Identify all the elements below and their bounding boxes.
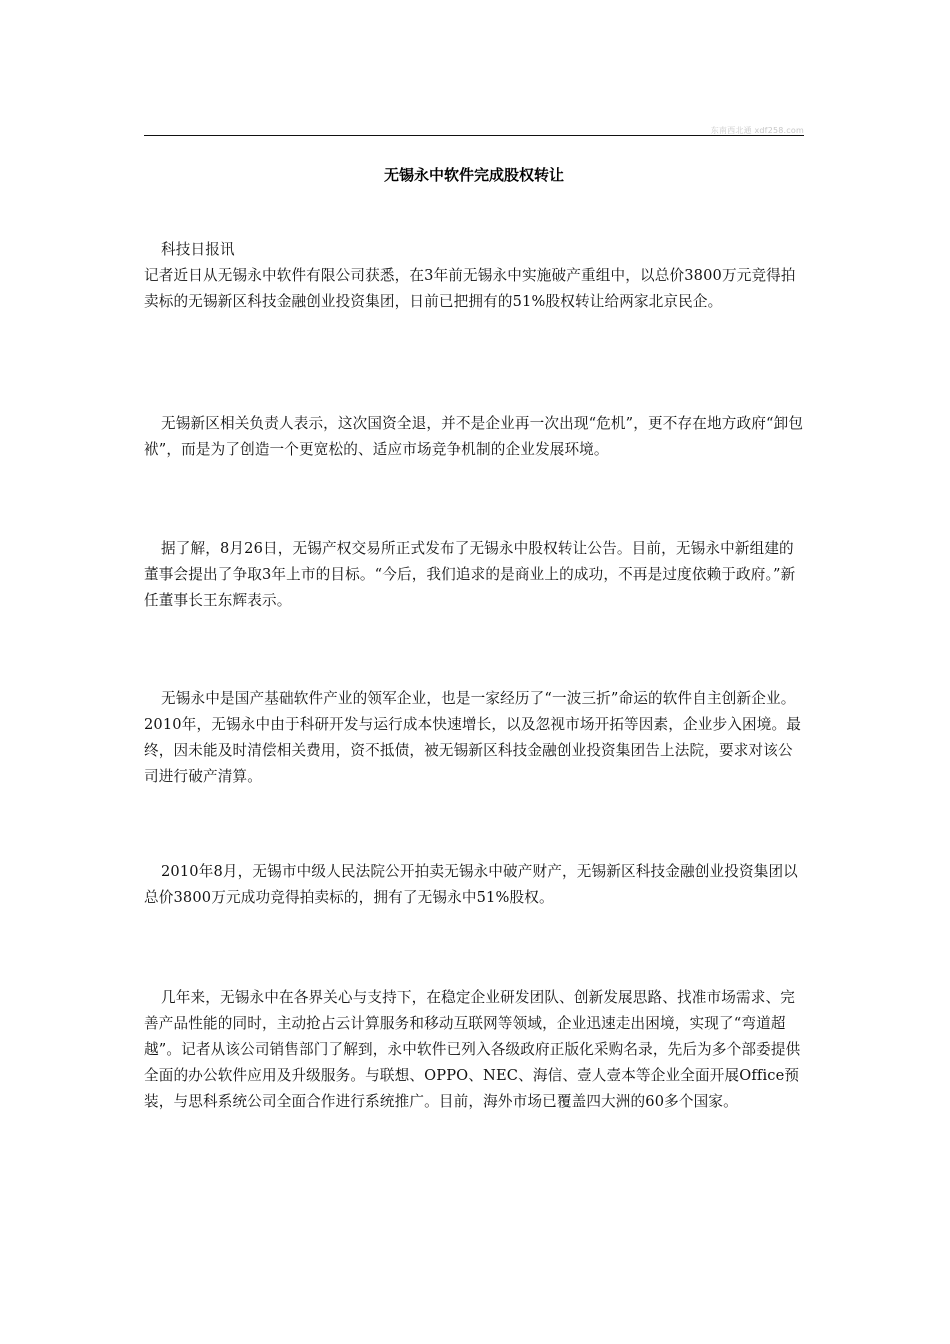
article-paragraph-4: 无锡永中是国产基础软件产业的领军企业，也是一家经历了“一波三折”命运的软件自主创新企业。2010年，无锡永中由于科研开发与运行成本快速增长，以及忽视市场开拓等因素，企业步入困境。最终，因未能及时清偿相关费用，资不抵债，被无锡新区科技金融创业投资集团告上法院，要求对该公司进行破产清算。 <box>144 690 801 785</box>
article-paragraph-2: 无锡新区相关负责人表示，这次国资全退，并不是企业再一次出现“危机”，更不存在地方政府“卸包袱”，而是为了创造一个更宽松的、适应市场竞争机制的企业发展环境。 <box>144 415 804 458</box>
article-paragraph-5: 2010年8月，无锡市中级人民法院公开拍卖无锡永中破产财产，无锡新区科技金融创业投资集团以总价3800万元成功竞得拍卖标的，拥有了无锡永中51%股权。 <box>144 863 798 906</box>
header-rule <box>144 135 804 136</box>
article-paragraph-1: 记者近日从无锡永中软件有限公司获悉，在3年前无锡永中实施破产重组中，以总价3800万元竞得拍卖标的无锡新区科技金融创业投资集团，日前已把拥有的51%股权转让给两家北京民企。 <box>144 267 796 310</box>
article-title: 无锡永中软件完成股权转让 <box>383 166 564 184</box>
header-watermark: 东南西北通 xdf258.com <box>710 126 804 135</box>
article-paragraph-6: 几年来，无锡永中在各界关心与支持下，在稳定企业研发团队、创新发展思路、找准市场需求、完善产品性能的同时，主动抢占云计算服务和移动互联网等领域，企业迅速走出困境，实现了“弯道超越”。记者从该公司销售部门了解到，永中软件已列入各级政府正版化采购名录，先后为多个部委提供全面的办公软件应用及升级服务。与联想、OPPO、NEC、海信、壹人壹本等企业全面开展Office预装，与思科系统公司全面合作进行系统推广。目前，海外市场已覆盖四大洲的60多个国家。 <box>144 989 801 1110</box>
article-paragraph-3: 据了解，8月26日，无锡产权交易所正式发布了无锡永中股权转让公告。目前，无锡永中新组建的董事会提出了争取3年上市的目标。“今后，我们追求的是商业上的成功，不再是过度依赖于政府。”新任董事长王东辉表示。 <box>144 540 796 609</box>
article-source: 科技日报讯 <box>161 241 235 258</box>
